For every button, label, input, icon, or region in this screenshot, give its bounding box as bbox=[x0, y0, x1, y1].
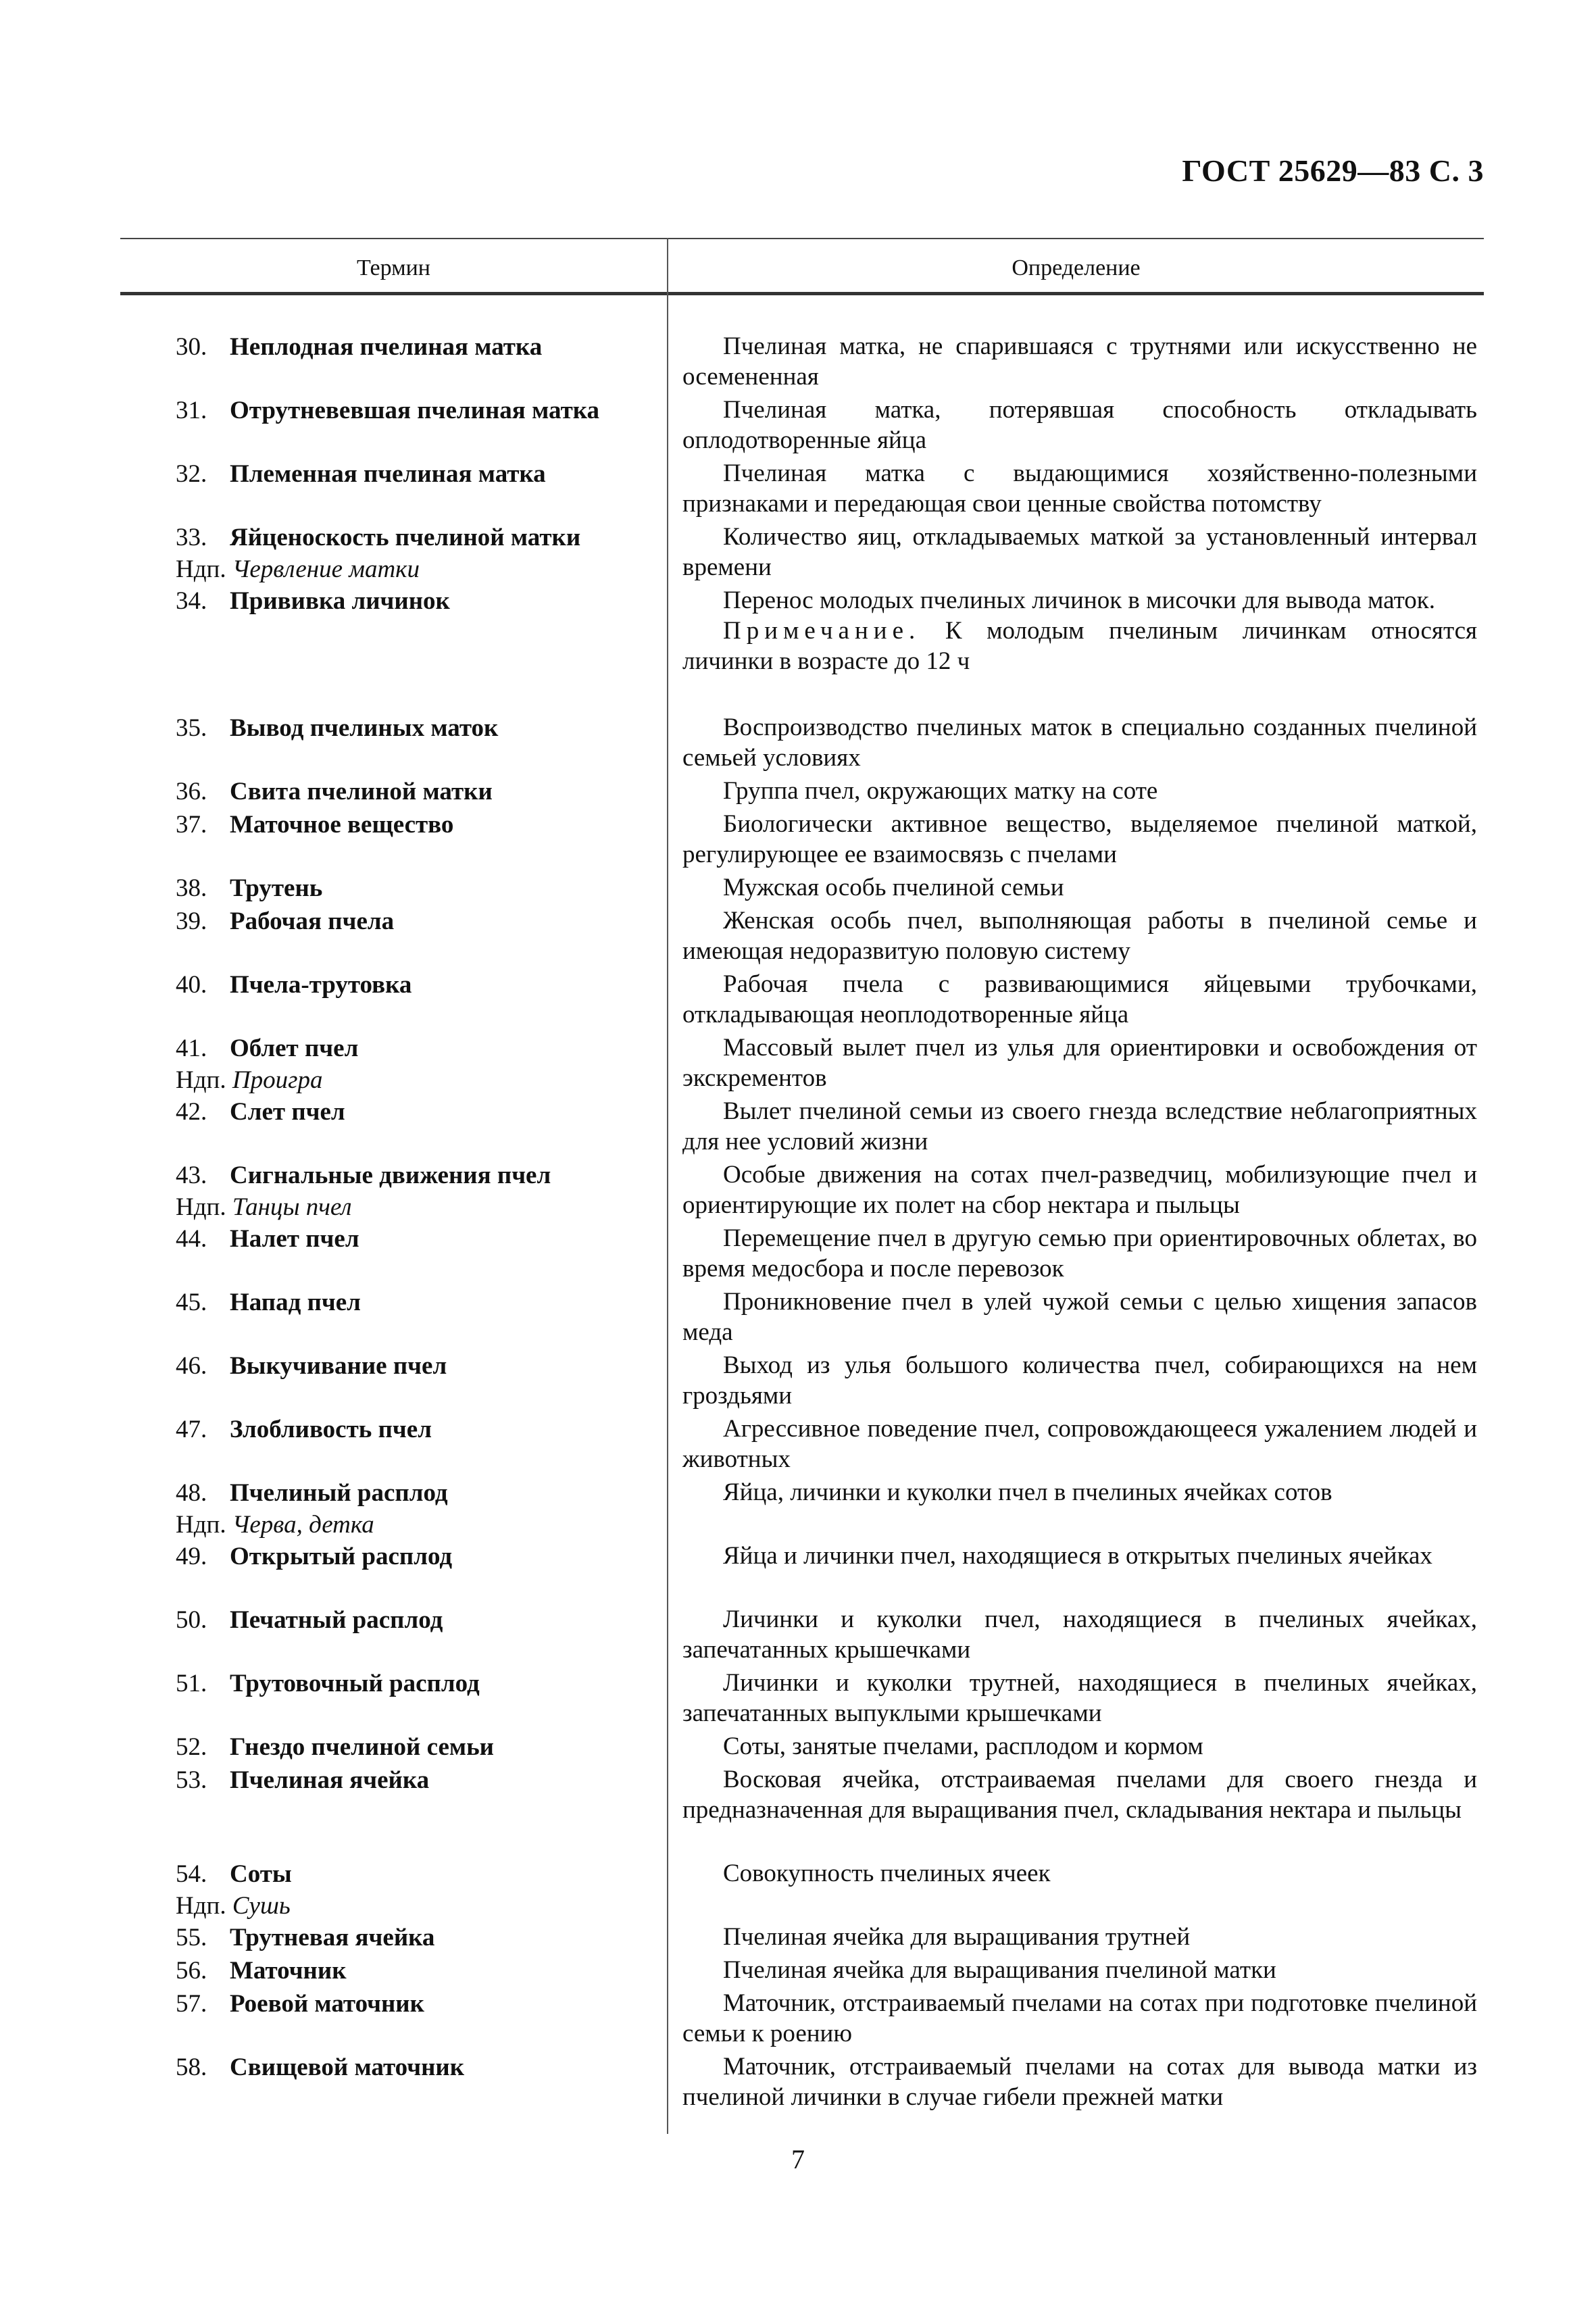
table-row bbox=[0, 905, 1596, 969]
definition-text: Проникновение пчел в улей чужой семьи с целью хищения запасов меда bbox=[682, 1288, 1477, 1346]
table-row bbox=[0, 1160, 1596, 1223]
term-name: Открытый расплод bbox=[230, 1543, 453, 1570]
definition-text: Совокупность пчелиных ячеек bbox=[723, 1860, 1051, 1887]
ndp-label: Ндп. bbox=[176, 1892, 226, 1920]
definition-text: Пчелиная матка, потерявшая способность откладывать оплодотворенные яйца bbox=[682, 396, 1477, 454]
term-cell bbox=[176, 458, 662, 490]
table-row bbox=[0, 1414, 1596, 1477]
definition-text: Восковая ячейка, отстраиваемая пчелами для своего гнезда и предназначенная для выращивания пчел, складывания нектара и пыльцы bbox=[682, 1766, 1477, 1824]
term-name: Выкучивание пчел bbox=[230, 1352, 447, 1380]
note-label: Примечание. bbox=[723, 617, 921, 645]
ndp-term: Проигра bbox=[232, 1066, 323, 1094]
definition-text: Пчелиная ячейка для выращивания трутней bbox=[723, 1923, 1191, 1951]
ndp-synonym bbox=[176, 1890, 662, 1922]
term-number: 39. bbox=[176, 907, 207, 935]
term-number: 49. bbox=[176, 1543, 207, 1570]
term-cell bbox=[176, 1032, 662, 1096]
term-name: Гнездо пчелиной семьи bbox=[230, 1733, 494, 1761]
ndp-label: Ндп. bbox=[176, 1511, 226, 1539]
definition-cell bbox=[682, 776, 1477, 806]
term-number: 37. bbox=[176, 811, 207, 839]
term-name: Племенная пчелиная матка bbox=[230, 460, 546, 488]
term-number: 38. bbox=[176, 874, 207, 902]
definition-cell bbox=[682, 458, 1477, 519]
term-name: Пчела-трутовка bbox=[230, 971, 412, 999]
term-number: 30. bbox=[176, 333, 207, 361]
definition-cell bbox=[682, 2051, 1477, 2112]
definition-cell bbox=[682, 1604, 1477, 1665]
term-cell bbox=[176, 1764, 662, 1796]
note-text: К молодым пчелиным личинкам относятся личинки в возрасте до 12 ч bbox=[682, 617, 1478, 675]
table-row bbox=[0, 1731, 1596, 1764]
term-cell bbox=[176, 395, 662, 426]
column-header-term: Термин bbox=[357, 255, 430, 280]
definition-text: Массовый вылет пчел из улья для ориентировки и освобождения от экскрементов bbox=[682, 1034, 1477, 1092]
term-number: 47. bbox=[176, 1416, 207, 1443]
table-row bbox=[0, 1096, 1596, 1160]
term-cell bbox=[176, 809, 662, 841]
definition-cell bbox=[682, 1032, 1477, 1093]
definition-cell bbox=[682, 1764, 1477, 1825]
term-number: 54. bbox=[176, 1860, 207, 1888]
term-cell bbox=[176, 522, 662, 585]
term-number: 45. bbox=[176, 1289, 207, 1316]
definition-text: Перенос молодых пчелиных личинок в мисочки для вывода маток. bbox=[723, 587, 1436, 614]
ndp-synonym bbox=[176, 1064, 662, 1096]
definition-cell bbox=[682, 1414, 1477, 1474]
term-number: 36. bbox=[176, 778, 207, 805]
definition-cell bbox=[682, 1287, 1477, 1347]
term-name: Вывод пчелиных маток bbox=[230, 714, 499, 742]
ndp-label: Ндп. bbox=[176, 1066, 226, 1094]
definition-cell bbox=[682, 522, 1477, 582]
table-row bbox=[0, 1988, 1596, 2051]
table-header-rule bbox=[120, 292, 1484, 295]
term-number: 32. bbox=[176, 460, 207, 488]
definition-text: Яйца, личинки и куколки пчел в пчелиных ячейках сотов bbox=[723, 1478, 1332, 1506]
term-cell bbox=[176, 1096, 662, 1128]
term-cell bbox=[176, 1922, 662, 1953]
table-row bbox=[0, 585, 1596, 712]
term-number: 33. bbox=[176, 524, 207, 551]
term-cell bbox=[176, 1604, 662, 1636]
term-number: 51. bbox=[176, 1670, 207, 1697]
term-number: 55. bbox=[176, 1924, 207, 1951]
term-name: Налет пчел bbox=[230, 1225, 359, 1253]
term-name: Облет пчел bbox=[230, 1035, 359, 1062]
definition-cell bbox=[682, 969, 1477, 1030]
definition-cell bbox=[682, 712, 1477, 773]
ndp-synonym bbox=[176, 1191, 662, 1223]
ndp-synonym bbox=[176, 553, 662, 585]
definition-text: Количество яиц, откладываемых маткой за установленный интервал времени bbox=[682, 523, 1477, 581]
term-name: Трутовочный расплод bbox=[230, 1670, 480, 1697]
term-cell bbox=[176, 1858, 662, 1922]
definition-cell bbox=[682, 1858, 1477, 1889]
term-cell bbox=[176, 1223, 662, 1255]
term-name: Маточное вещество bbox=[230, 811, 454, 839]
definition-text: Особые движения на сотах пчел-разведчиц, мобилизующие пчел и ориентирующие их полет на сбор нектара и пыльцы bbox=[682, 1161, 1477, 1219]
definition-text: Маточник, отстраиваемый пчелами на сотах при подготовке пчелиной семьи к роению bbox=[682, 1989, 1477, 2047]
term-name: Неплодная пчелиная матка bbox=[230, 333, 543, 361]
term-cell bbox=[176, 872, 662, 904]
definition-cell bbox=[682, 1668, 1477, 1728]
term-name: Свищевой маточник bbox=[230, 2053, 465, 2081]
definition-cell bbox=[682, 1731, 1477, 1762]
table-row bbox=[0, 1764, 1596, 1858]
term-name: Сигнальные движения пчел bbox=[230, 1162, 551, 1189]
definition-cell bbox=[682, 905, 1477, 966]
term-number: 31. bbox=[176, 397, 207, 424]
term-cell bbox=[176, 2051, 662, 2083]
table-row bbox=[0, 522, 1596, 585]
definition-text: Вылет пчелиной семьи из своего гнезда вследствие неблагоприятных для нее условий жизни bbox=[682, 1097, 1477, 1155]
table-row bbox=[0, 458, 1596, 522]
page-number: 7 bbox=[791, 2144, 805, 2174]
definition-text: Мужская особь пчелиной семьи bbox=[723, 874, 1064, 901]
term-cell bbox=[176, 1541, 662, 1572]
definition-text: Рабочая пчела с развивающимися яйцевыми трубочками, откладывающая неоплодотворенные яйца bbox=[682, 970, 1477, 1028]
ndp-term: Червление матки bbox=[232, 555, 420, 583]
term-name: Напад пчел bbox=[230, 1289, 361, 1316]
definition-text: Пчелиная ячейка для выращивания пчелиной матки bbox=[723, 1956, 1276, 1984]
definition-text: Воспроизводство пчелиных маток в специально созданных пчелиной семьей условиях bbox=[682, 714, 1477, 772]
definition-cell bbox=[682, 585, 1477, 676]
definition-text: Пчелиная матка с выдающимися хозяйственно-полезными признаками и передающая свои ценные свойства потомству bbox=[682, 459, 1477, 518]
column-header-definition: Определение bbox=[1012, 255, 1141, 280]
term-number: 41. bbox=[176, 1035, 207, 1062]
definition-text: Яйца и личинки пчел, находящиеся в открытых пчелиных ячейках bbox=[723, 1542, 1432, 1570]
ndp-term: Сушь bbox=[232, 1892, 291, 1920]
term-cell bbox=[176, 905, 662, 937]
term-cell bbox=[176, 1160, 662, 1223]
definition-cell bbox=[682, 395, 1477, 455]
definition-cell bbox=[682, 1922, 1477, 1952]
ndp-label: Ндп. bbox=[176, 555, 226, 583]
term-name: Пчелиный расплод bbox=[230, 1479, 448, 1507]
table-row bbox=[0, 1477, 1596, 1541]
term-name: Рабочая пчела bbox=[230, 907, 395, 935]
term-name: Злобливость пчел bbox=[230, 1416, 432, 1443]
definition-cell bbox=[682, 1477, 1477, 1508]
term-name: Роевой маточник bbox=[230, 1990, 424, 2018]
definition-text: Биологически активное вещество, выделяемое пчелиной маткой, регулирующее ее взаимосвязь с пчелами bbox=[682, 810, 1477, 868]
definition-cell bbox=[682, 1988, 1477, 2049]
definition-text: Выход из улья большого количества пчел, собирающихся на нем гроздьями bbox=[682, 1351, 1477, 1410]
term-number: 50. bbox=[176, 1606, 207, 1634]
table-row bbox=[0, 1604, 1596, 1668]
table-row bbox=[0, 2051, 1596, 2115]
definition-cell bbox=[682, 1223, 1477, 1284]
definition-cell bbox=[682, 1541, 1477, 1571]
term-number: 42. bbox=[176, 1098, 207, 1126]
page-header: ГОСТ 25629—83 С. 3 bbox=[1182, 153, 1484, 188]
term-number: 56. bbox=[176, 1957, 207, 1985]
term-name: Трутневая ячейка bbox=[230, 1924, 435, 1951]
term-name: Слет пчел bbox=[230, 1098, 345, 1126]
term-cell bbox=[176, 712, 662, 744]
term-cell bbox=[176, 1414, 662, 1445]
table-top-rule bbox=[120, 238, 1484, 239]
definition-text: Женская особь пчел, выполняющая работы в пчелиной семье и имеющая недоразвитую половую систему bbox=[682, 907, 1477, 965]
definition-cell bbox=[682, 1096, 1477, 1157]
term-name: Отрутневевшая пчелиная матка bbox=[230, 397, 599, 424]
term-name: Маточник bbox=[230, 1957, 347, 1985]
definition-cell bbox=[682, 1955, 1477, 1985]
term-cell bbox=[176, 776, 662, 807]
term-number: 53. bbox=[176, 1766, 207, 1794]
definition-text: Личинки и куколки пчел, находящиеся в пчелиных ячейках, запечатанных крышечками bbox=[682, 1605, 1477, 1664]
definition-text: Соты, занятые пчелами, расплодом и кормом bbox=[723, 1733, 1203, 1760]
table-row bbox=[0, 1287, 1596, 1350]
definition-text: Личинки и куколки трутней, находящиеся в пчелиных ячейках, запечатанных выпуклыми крышечками bbox=[682, 1669, 1477, 1727]
terms-table bbox=[0, 331, 1596, 2115]
table-row bbox=[0, 395, 1596, 458]
table-row bbox=[0, 969, 1596, 1032]
table-row bbox=[0, 776, 1596, 809]
term-number: 48. bbox=[176, 1479, 207, 1507]
term-cell bbox=[176, 1350, 662, 1382]
term-cell bbox=[176, 331, 662, 363]
table-row bbox=[0, 1955, 1596, 1988]
term-number: 35. bbox=[176, 714, 207, 742]
term-cell bbox=[176, 1988, 662, 2020]
definition-cell bbox=[682, 1160, 1477, 1220]
ndp-term: Черва, детка bbox=[232, 1511, 374, 1539]
table-row bbox=[0, 712, 1596, 776]
definition-note bbox=[682, 616, 1477, 676]
term-name: Пчелиная ячейка bbox=[230, 1766, 430, 1794]
term-name: Прививка личинок bbox=[230, 587, 450, 615]
term-name: Яйценоскость пчелиной матки bbox=[230, 524, 581, 551]
term-number: 40. bbox=[176, 971, 207, 999]
term-cell bbox=[176, 1955, 662, 1987]
definition-cell bbox=[682, 872, 1477, 903]
term-number: 58. bbox=[176, 2053, 207, 2081]
table-row bbox=[0, 1350, 1596, 1414]
term-cell bbox=[176, 1477, 662, 1541]
table-row bbox=[0, 872, 1596, 905]
table-row bbox=[0, 809, 1596, 872]
ndp-term: Танцы пчел bbox=[232, 1193, 352, 1221]
table-row bbox=[0, 1858, 1596, 1922]
definition-text: Агрессивное поведение пчел, сопровождающееся ужалением людей и животных bbox=[682, 1415, 1477, 1473]
definition-text: Маточник, отстраиваемый пчелами на сотах для вывода матки из пчелиной личинки в случае гибели прежней матки bbox=[682, 2053, 1477, 2111]
term-number: 46. bbox=[176, 1352, 207, 1380]
term-number: 43. bbox=[176, 1162, 207, 1189]
ndp-label: Ндп. bbox=[176, 1193, 226, 1221]
term-name: Трутень bbox=[230, 874, 323, 902]
term-name: Свита пчелиной матки bbox=[230, 778, 493, 805]
ndp-synonym bbox=[176, 1509, 662, 1541]
table-row bbox=[0, 1668, 1596, 1731]
definition-cell bbox=[682, 331, 1477, 392]
term-cell bbox=[176, 969, 662, 1001]
table-row bbox=[0, 1223, 1596, 1287]
table-row bbox=[0, 1032, 1596, 1096]
term-number: 44. bbox=[176, 1225, 207, 1253]
term-number: 57. bbox=[176, 1990, 207, 2018]
definition-text: Пчелиная матка, не спарившаяся с трутнями или искусственно не осемененная bbox=[682, 332, 1477, 391]
definition-text: Группа пчел, окружающих матку на соте bbox=[723, 777, 1158, 805]
table-row bbox=[0, 331, 1596, 395]
definition-text: Перемещение пчел в другую семью при ориентировочных облетах, во время медосбора и после перевозок bbox=[682, 1224, 1477, 1283]
definition-cell bbox=[682, 1350, 1477, 1411]
term-number: 52. bbox=[176, 1733, 207, 1761]
term-name: Печатный расплод bbox=[230, 1606, 443, 1634]
term-name: Соты bbox=[230, 1860, 292, 1888]
term-cell bbox=[176, 1668, 662, 1699]
term-cell bbox=[176, 1287, 662, 1318]
table-row bbox=[0, 1541, 1596, 1604]
table-row bbox=[0, 1922, 1596, 1955]
term-number: 34. bbox=[176, 587, 207, 615]
term-cell bbox=[176, 1731, 662, 1763]
term-cell bbox=[176, 585, 662, 617]
definition-cell bbox=[682, 809, 1477, 870]
